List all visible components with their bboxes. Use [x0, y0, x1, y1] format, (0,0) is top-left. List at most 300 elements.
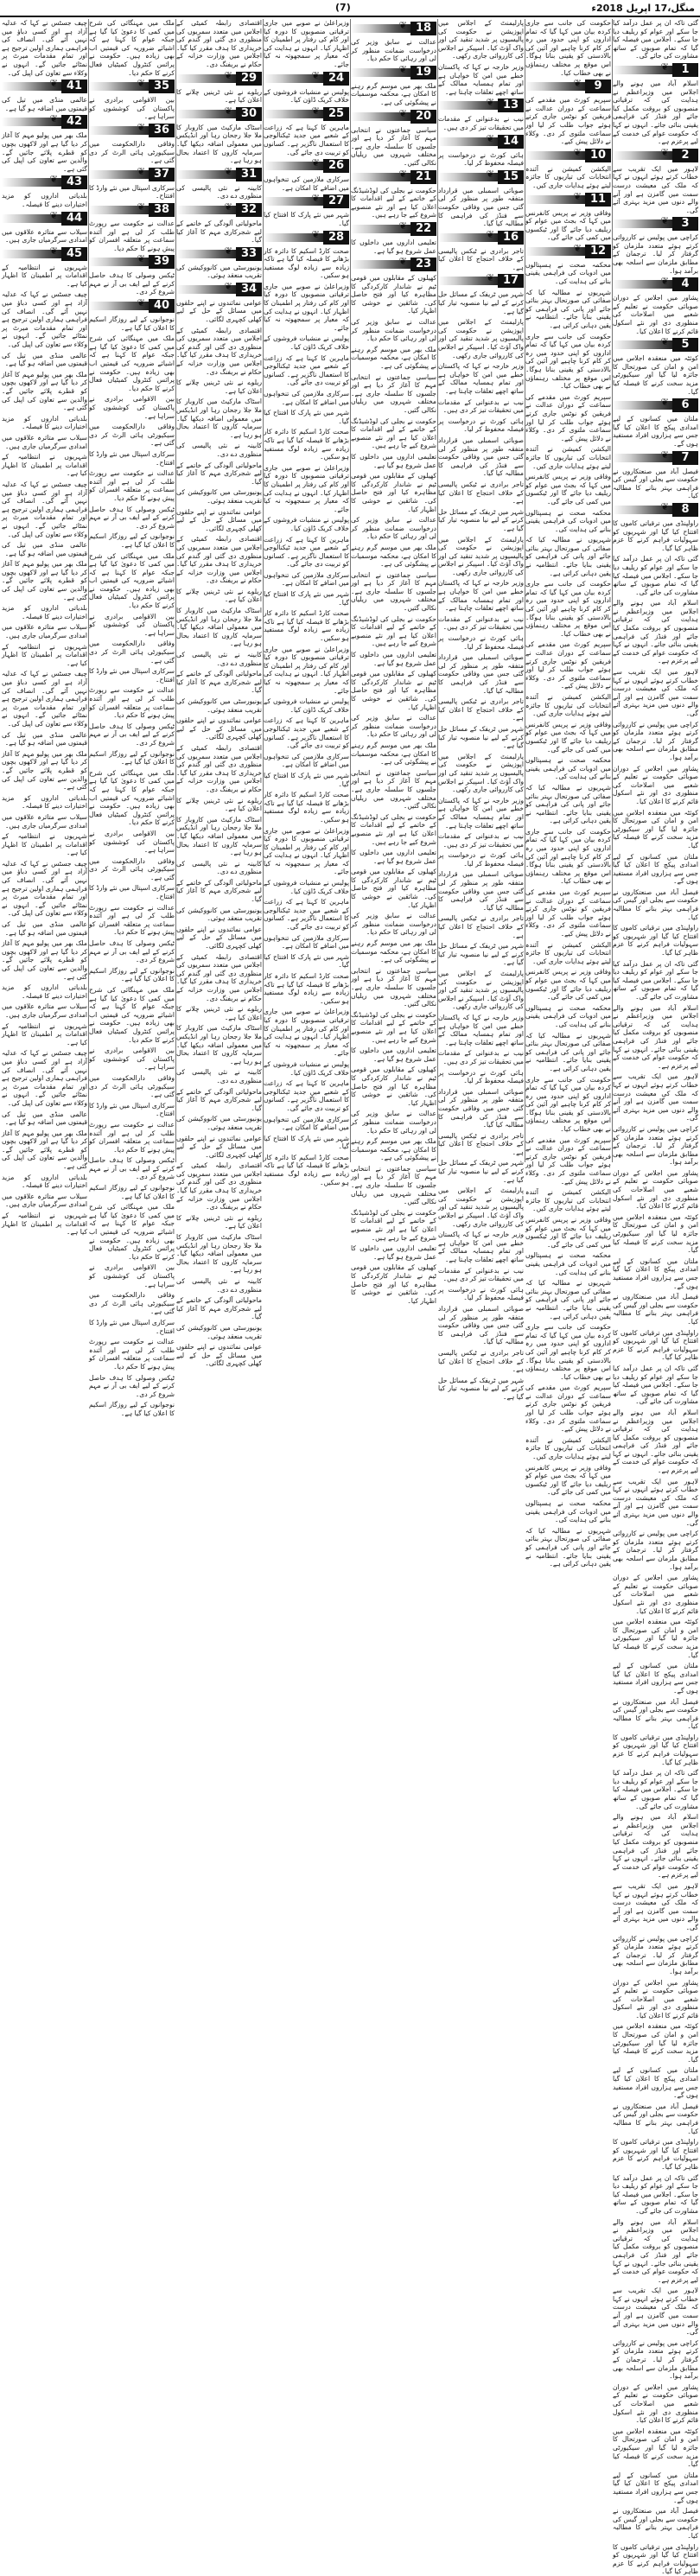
item-number: 19	[410, 66, 436, 80]
article-paragraph: صوبائی اسمبلی میں قرارداد متفقہ طور پر منظور کر لی گئی جس میں وفاقی حکومت سے فنڈز کی فراہمی کا مطالبہ کیا گیا۔	[438, 870, 524, 912]
news-column	[2, 19, 87, 1237]
article-paragraph: کراچی میں پولیس نے کارروائی کرتے ہوئے متعدد ملزمان کو گرفتار کر لیا۔ ترجمان کے مطابق ملزمان سے اسلحہ بھی برآمد ہوا۔	[613, 2338, 698, 2381]
article-paragraph: شہر میں ٹریفک کے مسائل حل کرنے کے لیے نیا منصوبہ تیار کیا گیا ہے۔	[438, 724, 524, 750]
article-paragraph: کابینہ نے نئی پالیسی کی منظوری دے دی۔	[176, 859, 262, 876]
article-paragraph: فیصل آباد میں صنعتکاروں نے حکومت سے بجلی اور گیس کی فراہمی بہتر بنانے کا مطالبہ کیا۔	[613, 2102, 698, 2135]
item-number: 42	[61, 115, 87, 129]
article-paragraph: لاہور میں ایک تقریب سے خطاب کرتے ہوئے انہوں نے کہا کہ ملک کی معیشت درست سمت میں گامزن ہے اور آنے والے دنوں میں مزید بہتری آئے گی۔	[613, 2287, 698, 2337]
article-paragraph: عدالت نے سابق وزیر کی درخواست ضمانت منظور کر لی اور رہائی کا حکم دیا۔	[351, 714, 436, 739]
item-number: 27	[323, 194, 349, 208]
article-paragraph: چیف جسٹس نے کہا کہ عدلیہ آزاد ہے اور کسی دباؤ میں نہیں آئے گی۔ انصاف کی فراہمی ہماری اولین ترجیح ہے اور تمام مقدمات میرٹ پر نمٹائے جائیں گے۔ انہوں نے وکلاء سے تعاون کی اپیل کی۔	[2, 1049, 87, 1107]
item-number: 3	[672, 217, 698, 231]
article-paragraph: اسلام آباد میں ہونے والے اجلاس میں وزیراعظم نے ہدایت کی کہ ترقیاتی منصوبوں کو بروقت مکمل کیا جائے اور فنڈز کی فراہمی یقینی بنائی جائے۔ انہوں نے کہا کہ حکومت عوام کی خدمت کے لیے پرعزم ہے۔	[613, 1408, 698, 1475]
article-paragraph: ملک بھر میں پولیو مہم کا آغاز کر دیا گیا ہے اور لاکھوں بچوں کو قطرے پلائے جائیں گے۔ والدین سے تعاون کی اپیل کی گئی ہے۔	[2, 560, 87, 601]
article-paragraph: ماحولیاتی آلودگی کے خاتمے کے لیے شجرکاری مہم کا آغاز کیا گیا۔	[176, 1296, 262, 1321]
article-paragraph: شہریوں نے انتظامیہ کے اقدامات پر اطمینان کا اظہار کیا ہے۔	[2, 453, 87, 478]
article-paragraph: اسلام آباد میں ہونے والے اجلاس میں وزیراعظم نے ہدایت کی کہ ترقیاتی منصوبوں کو بروقت مکمل کیا جائے اور فنڈز کی فراہمی یقینی بنائی جائے۔ انہوں نے کہا کہ حکومت عوام کی خدمت کے لیے پرعزم ہے۔	[613, 79, 698, 146]
leaf-icon: ❦	[660, 397, 669, 409]
item-number: 12	[585, 245, 611, 258]
article-paragraph: لاہور میں ایک تقریب سے خطاب کرتے ہوئے انہوں نے کہا کہ ملک کی معیشت درست سمت میں گامزن ہے اور آنے والے دنوں میں مزید بہتری آئے گی۔	[613, 668, 698, 717]
leaf-icon: ❦	[49, 245, 58, 257]
item-number: 8	[672, 503, 698, 517]
article-paragraph: بلدیاتی اداروں کو مزید اختیارات دینے کا فیصلہ۔	[2, 192, 87, 208]
article-paragraph: ملک میں مہنگائی کی شرح میں کمی کا دعویٰ کیا گیا ہے جبکہ عوام کا کہنا ہے کہ اشیائے ضروریہ کی قیمتیں اب بھی زیادہ ہیں۔ حکومت نے پرائس کنٹرول کمیٹیاں فعال کرنے کا حکم دیا۔	[89, 986, 175, 1044]
article-paragraph: ملک بھر میں پولیو مہم کا آغاز کر دیا گیا ہے اور لاکھوں بچوں کو قطرے پلائے جائیں گے۔ والدین سے تعاون کی اپیل کی گئی ہے۔	[2, 939, 87, 981]
article-paragraph: ماہرین کا کہنا ہے کہ زراعت کے شعبے میں جدید ٹیکنالوجی کا استعمال ناگزیر ہے۔ کسانوں کو تربیت دی جائے گی۔	[264, 716, 349, 750]
article-paragraph: اقتصادی رابطہ کمیٹی کے اجلاس میں متعدد سمریوں کی منظوری دی گئی اور گندم کی خریداری کا ہدف مقرر کیا گیا۔ اجلاس میں وزارت خزانہ کے حکام نے بریفنگ دی۔	[176, 1161, 262, 1212]
item-number-heading	[525, 146, 611, 162]
article-paragraph: سیاسی جماعتوں نے انتخابی مہم کا آغاز کر دیا ہے اور جلسوں کا سلسلہ جاری ہے۔ مختلف شہروں میں ریلیاں نکالی گئیں۔	[351, 125, 436, 167]
article-paragraph: اقتصادی رابطہ کمیٹی کے اجلاس میں متعدد سمریوں کی منظوری دی گئی اور گندم کی خریداری کا ہدف مقرر کیا گیا۔ اجلاس میں وزارت خزانہ کے حکام نے بریفنگ دی۔	[176, 952, 262, 1002]
article-paragraph: ماہرین کا کہنا ہے کہ زراعت کے شعبے میں جدید ٹیکنالوجی کا استعمال ناگزیر ہے۔ کسانوں کو تربیت دی جائے گی۔	[264, 123, 349, 156]
article-paragraph: عدالت نے حکومت سے رپورٹ طلب کر لی ہے اور آئندہ سماعت پر متعلقہ افسران کو پیش ہونے کا حکم دیا۔	[89, 469, 175, 502]
article-paragraph: راولپنڈی میں ترقیاتی کاموں کا افتتاح کیا گیا اور شہریوں کو سہولیات فراہم کرنے کا عزم ظاہر کیا گیا۔	[613, 1328, 698, 1362]
item-number-heading	[351, 219, 436, 236]
article-paragraph: گئی تاکہ ان پر عمل درآمد کیا جا سکے اور عوام کو ریلیف دیا جا سکے۔ اجلاس میں فیصلہ کیا گیا کہ تمام صوبوں کے ساتھ مشاورت کی جائے گی۔	[613, 19, 698, 60]
item-number: 1	[672, 63, 698, 77]
article-paragraph: شہر میں نئے پارک کا افتتاح کیا گیا۔	[264, 771, 349, 788]
article-paragraph: سپریم کورٹ میں مقدمے کی سماعت کے دوران عدالت نے فریقین کو نوٹس جاری کرتے ہوئے جواب طلب کر لیا اور سماعت ملتوی کر دی۔ وکلاء نے دلائل پیش کیے۔	[525, 888, 611, 938]
item-number: 29	[236, 72, 262, 86]
article-paragraph: صحت کارڈ اسکیم کا دائرہ کار بڑھانے کا فیصلہ کیا گیا ہے تاکہ زیادہ سے زیادہ لوگ مستفید ہو سکیں۔	[264, 791, 349, 824]
article-paragraph: وفاقی دارالحکومت میں سیکیورٹی ہائی الرٹ کر دی گئی ہے۔	[89, 423, 175, 448]
article-paragraph: پشاور میں اجلاس کے دوران صوبائی حکومت نے تعلیم کے شعبے میں اصلاحات کی منظوری دی اور نئے اسکول قائم کرنے کا اعلان کیا۔	[613, 1574, 698, 1615]
article-paragraph: صوبائی اسمبلی میں قرارداد متفقہ طور پر منظور کر لی گئی جس میں وفاقی حکومت سے فنڈز کی فراہمی کا مطالبہ کیا گیا۔	[438, 1304, 524, 1346]
article-paragraph: عوامی نمائندوں نے اپنے حلقوں میں مسائل کے حل کے لیے کھلی کچہری لگائی۔	[176, 1134, 262, 1159]
article-paragraph: کھیلوں کے مقابلوں میں قومی ٹیم نے شاندار کارکردگی کا مظاہرہ کیا اور فتح حاصل کی۔ شائقین نے خوشی کا اظہار کیا۔	[351, 472, 436, 513]
article-paragraph: ہائی کورٹ نے درخواست پر فیصلہ محفوظ کر لیا۔	[438, 1068, 524, 1085]
article-paragraph: سرکاری اسپتال میں نئے وارڈ کا افتتاح۔	[89, 449, 175, 467]
article-paragraph: شہریوں نے انتظامیہ کے اقدامات پر اطمینان کا اظہار کیا ہے۔	[2, 642, 87, 667]
leaf-icon: ❦	[137, 200, 145, 213]
article-paragraph: بین الاقوامی برادری نے پاکستان کی کوششوں کو سراہا ہے۔	[89, 1046, 175, 1072]
article-paragraph: بلدیاتی اداروں کو مزید اختیارات دینے کا فیصلہ۔	[2, 793, 87, 811]
item-number: 15	[498, 170, 524, 184]
item-number-heading	[613, 146, 698, 162]
article-paragraph: تعلیمی اداروں میں داخلوں کا عمل شروع ہو گیا ہے۔	[351, 452, 436, 469]
article-paragraph: شہریوں نے انتظامیہ کے اقدامات پر اطمینان کا اظہار کیا ہے۔	[2, 263, 87, 288]
news-column	[264, 19, 349, 1186]
article-paragraph: ملک میں مہنگائی کی شرح میں کمی کا دعویٰ کیا گیا ہے جبکہ عوام کا کہنا ہے کہ اشیائے ضروریہ کی قیمتیں اب بھی زیادہ ہیں۔ حکومت نے پرائس کنٹرول کمیٹیاں فعال کرنے کا حکم دیا۔	[89, 1203, 175, 1261]
article-paragraph: وزیراعلیٰ نے صوبے میں جاری ترقیاتی منصوبوں کا دورہ کیا اور کام کی رفتار پر اطمینان کا اظہار کیا۔ انہوں نے ہدایت کی کہ معیار پر سمجھوتہ نہ کیا جائے۔	[264, 19, 349, 68]
item-number-heading	[264, 228, 349, 245]
article-paragraph: شہر میں ٹریفک کے مسائل حل کرنے کے لیے نیا منصوبہ تیار کیا گیا ہے۔	[438, 507, 524, 532]
item-number: 16	[498, 231, 524, 245]
article-paragraph: اقتصادی رابطہ کمیٹی کے اجلاس میں متعدد سمریوں کی منظوری دی گئی اور گندم کی خریداری کا ہدف مقرر کیا گیا۔ اجلاس میں وزارت خزانہ کے حکام نے بریفنگ دی۔	[176, 743, 262, 793]
leaf-icon: ❦	[224, 105, 232, 117]
article-paragraph: صحت کارڈ اسکیم کا دائرہ کار بڑھانے کا فیصلہ کیا گیا ہے تاکہ زیادہ سے زیادہ لوگ مستفید ہو سکیں۔	[264, 609, 349, 643]
article-paragraph: وزیر خارجہ نے کہا کہ پاکستان خطے میں امن کا خواہاں ہے اور تمام ہمسایہ ممالک کے ساتھ اچھے تعلقات چاہتا ہے۔	[438, 579, 524, 613]
article-paragraph: لاہور میں ایک تقریب سے خطاب کرتے ہوئے انہوں نے کہا کہ ملک کی معیشت درست سمت میں گامزن ہے اور آنے والے دنوں میں مزید بہتری آئے گی۔	[613, 1881, 698, 1931]
article-paragraph: بین الاقوامی برادری نے پاکستان کی کوششوں کو سراہا ہے۔	[89, 96, 175, 121]
item-number: 41	[61, 80, 87, 93]
article-paragraph: سیلاب سے متاثرہ علاقوں میں امدادی سرگرمیاں جاری ہیں۔	[2, 812, 87, 830]
item-number: 24	[323, 72, 349, 86]
article-paragraph: فیصل آباد میں صنعتکاروں نے حکومت سے بجلی اور گیس کی فراہمی بہتر بنانے کا مطالبہ کیا۔	[613, 1293, 698, 1326]
item-number-heading	[264, 194, 349, 208]
article-paragraph: کوئٹہ میں منعقدہ اجلاس میں امن و امان کی صورتحال کا جائزہ لیا گیا اور سیکیورٹی مزید سخت کرنے کا فیصلہ کیا گیا۔	[613, 808, 698, 849]
leaf-icon: ❦	[573, 242, 582, 254]
article-paragraph: وفاقی وزیر نے پریس کانفرنس میں کہا کہ بجٹ میں عوام کو ریلیف دیا جائے گا اور ٹیکسوں میں کمی کی جائے گی۔	[525, 968, 611, 1002]
article-paragraph: تاجر برادری نے ٹیکس پالیسی کے خلاف احتجاج کا اعلان کیا ہے۔	[438, 480, 524, 506]
article-paragraph: کھیلوں کے مقابلوں میں قومی ٹیم نے شاندار کارکردگی کا مظاہرہ کیا اور فتح حاصل کی۔ شائقین نے خوشی کا اظہار کیا۔	[351, 1263, 436, 1305]
article-paragraph: پشاور میں اجلاس کے دوران صوبائی حکومت نے تعلیم کے شعبے میں اصلاحات کی منظوری دی اور نئے اسکول قائم کرنے کا اعلان کیا۔	[613, 1978, 698, 2019]
leaf-icon: ❦	[660, 336, 669, 348]
article-paragraph: وزیراعلیٰ نے صوبے میں جاری ترقیاتی منصوبوں کا دورہ کیا اور کام کی رفتار پر اطمینان کا اظہار کیا۔ انہوں نے ہدایت کی کہ معیار پر سمجھوتہ نہ کیا جائے۔	[264, 826, 349, 876]
article-paragraph: بین الاقوامی برادری نے پاکستان کی کوششوں کو سراہا ہے۔	[89, 612, 175, 637]
article-paragraph: بلدیاتی اداروں کو مزید اختیارات دینے کا فیصلہ۔	[2, 604, 87, 620]
article-paragraph: بین الاقوامی برادری نے پاکستان کی کوششوں کو سراہا ہے۔	[89, 1263, 175, 1288]
article-paragraph: پولیس نے منشیات فروشوں کے خلاف کریک ڈاؤن کیا۔	[264, 87, 349, 105]
article-paragraph: وفاقی وزیر نے پریس کانفرنس میں کہا کہ بجٹ میں عوام کو ریلیف دیا جائے گا اور ٹیکسوں میں کمی کی جائے گی۔	[525, 720, 611, 754]
article-paragraph: صوبائی اسمبلی میں قرارداد متفقہ طور پر منظور کر لی گئی جس میں وفاقی حکومت سے فنڈز کی فراہمی کا مطالبہ کیا گیا۔	[438, 653, 524, 695]
item-number-heading	[2, 209, 87, 226]
article-paragraph: عدالت نے سابق وزیر کی درخواست ضمانت منظور کر لی اور رہائی کا حکم دیا۔	[351, 912, 436, 937]
article-paragraph: عدالت نے سابق وزیر کی درخواست ضمانت منظور کر لی اور رہائی کا حکم دیا۔	[351, 516, 436, 541]
leaf-icon: ❦	[311, 193, 320, 205]
article-paragraph: وزیراعلیٰ نے صوبے میں جاری ترقیاتی منصوبوں کا دورہ کیا اور کام کی رفتار پر اطمینان کا اظہار کیا۔ انہوں نے ہدایت کی کہ معیار پر سمجھوتہ نہ کیا جائے۔	[264, 1008, 349, 1058]
article-paragraph: تاجر برادری نے ٹیکس پالیسی کے خلاف احتجاج کا اعلان کیا ہے۔	[438, 1131, 524, 1156]
item-number: 6	[672, 398, 698, 412]
article-paragraph: گئی تاکہ ان پر عمل درآمد کیا جا سکے اور عوام کو ریلیف دیا جا سکے۔ اجلاس میں فیصلہ کیا گیا کہ تمام صوبوں کے ساتھ مشاورت کی جائے گی۔	[613, 2173, 698, 2215]
leaf-icon: ❦	[398, 168, 407, 180]
article-paragraph: فیصل آباد میں صنعتکاروں نے حکومت سے بجلی اور گیس کی فراہمی بہتر بنانے کا مطالبہ کیا۔	[613, 2507, 698, 2540]
article-paragraph: راولپنڈی میں ترقیاتی کاموں کا افتتاح کیا گیا اور شہریوں کو سہولیات فراہم کرنے کا عزم ظاہر کیا گیا۔	[613, 518, 698, 552]
article-paragraph: پارلیمنٹ کے اجلاس میں اپوزیشن نے حکومت کی پالیسیوں پر شدید تنقید کی اور واک آؤٹ کیا۔ اسپیکر نے اجلاس کی کارروائی جاری رکھی۔	[438, 19, 524, 60]
article-paragraph: ملک بھر میں موسم گرم رہنے کا امکان ہے، محکمہ موسمیات نے پیشگوئی کی ہے۔	[351, 345, 436, 371]
article-paragraph: الیکشن کمیشن نے آئندہ انتخابات کی تیاریوں کا جائزہ لیتے ہوئے ہدایات جاری کیں۔	[525, 1188, 611, 1213]
leaf-icon: ❦	[224, 69, 232, 81]
article-paragraph: اقتصادی رابطہ کمیٹی کے اجلاس میں متعدد سمریوں کی منظوری دی گئی اور گندم کی خریداری کا ہدف مقرر کیا گیا۔ اجلاس میں وزارت خزانہ کے حکام نے بریفنگ دی۔	[176, 19, 262, 68]
leaf-icon: ❦	[398, 219, 407, 232]
article-paragraph: تعلیمی اداروں میں داخلوں کا عمل شروع ہو گیا ہے۔	[351, 1046, 436, 1063]
item-number-heading	[264, 69, 349, 86]
article-paragraph: صوبائی اسمبلی میں قرارداد متفقہ طور پر منظور کر لی گئی جس میں وفاقی حکومت سے فنڈز کی فراہمی کا مطالبہ کیا گیا۔	[438, 1087, 524, 1129]
article-paragraph: سیلاب سے متاثرہ علاقوں میں امدادی سرگرمیاں جاری ہیں۔	[2, 1002, 87, 1019]
article-paragraph: نوجوانوں کے لیے روزگار اسکیم کا اعلان کیا گیا ہے۔	[89, 315, 175, 332]
article-paragraph: نیب نے بدعنوانی کے مقدمات میں تحقیقات تیز کر دی ہیں۔	[438, 1266, 524, 1283]
item-number-heading	[613, 217, 698, 231]
article-paragraph: الیکشن کمیشن نے آئندہ انتخابات کی تیاریوں کا جائزہ لیتے ہوئے ہدایات جاری کیں۔	[525, 164, 611, 189]
item-number-heading	[351, 63, 436, 80]
article-paragraph: نیب نے بدعنوانی کے مقدمات میں تحقیقات تیز کر دی ہیں۔	[438, 398, 524, 415]
item-number: 18	[410, 22, 436, 35]
item-number-heading	[351, 170, 436, 184]
item-number-heading	[264, 159, 349, 173]
article-paragraph: ملک بھر میں موسم گرم رہنے کا امکان ہے، محکمہ موسمیات نے پیشگوئی کی ہے۔	[351, 741, 436, 766]
item-number-heading	[176, 200, 262, 217]
article-paragraph: اسٹاک مارکیٹ میں کاروبار کا ملا جلا رجحان رہا اور انڈیکس میں معمولی اضافہ دیکھا گیا۔ سرمایہ کاروں کا اعتماد بحال ہو رہا ہے۔	[176, 1233, 262, 1275]
article-paragraph: یونیورسٹی میں کانووکیشن کی تقریب منعقد ہوئی۔	[176, 263, 262, 280]
article-paragraph: حکومت کی جانب سے جاری کردہ بیان میں کہا گیا کہ تمام اداروں کو اپنی حدود میں رہ کر کام کرنا چاہیے اور آئین کی بالادستی کو یقینی بنانا ہوگا۔ اس موقع پر مختلف رہنماؤں نے بھی خطاب کیا۔	[525, 1075, 611, 1134]
article-paragraph: تاجر برادری نے ٹیکس پالیسی کے خلاف احتجاج کا اعلان کیا ہے۔	[438, 914, 524, 939]
article-paragraph: سرکاری ملازمین کی تنخواہوں میں اضافے کا امکان ہے۔	[264, 570, 349, 588]
news-column	[613, 19, 698, 2576]
article-paragraph: تعلیمی اداروں میں داخلوں کا عمل شروع ہو گیا ہے۔	[351, 1244, 436, 1261]
article-paragraph: گئی تاکہ ان پر عمل درآمد کیا جا سکے اور عوام کو ریلیف دیا جا سکے۔ اجلاس میں فیصلہ کیا گیا کہ تمام صوبوں کے ساتھ مشاورت کی جائے گی۔	[613, 959, 698, 1001]
article-paragraph: سیلاب سے متاثرہ علاقوں میں امدادی سرگرمیاں جاری ہیں۔	[2, 227, 87, 245]
article-paragraph: وزیر خارجہ نے کہا کہ پاکستان خطے میں امن کا خواہاں ہے اور تمام ہمسایہ ممالک کے ساتھ اچھے تعلقات چاہتا ہے۔	[438, 1231, 524, 1263]
article-paragraph: لاہور میں ایک تقریب سے خطاب کرتے ہوئے انہوں نے کہا کہ ملک کی معیشت درست سمت میں گامزن ہے اور آنے والے دنوں میں مزید بہتری آئے گی۔	[613, 164, 698, 214]
article-paragraph: وزیر خارجہ نے کہا کہ پاکستان خطے میں امن کا خواہاں ہے اور تمام ہمسایہ ممالک کے ساتھ اچھے تعلقات چاہتا ہے۔	[438, 796, 524, 830]
article-paragraph: سرکاری ملازمین کی تنخواہوں میں اضافے کا امکان ہے۔	[264, 752, 349, 769]
item-number-heading	[176, 280, 262, 296]
article-paragraph: پشاور میں اجلاس کے دوران صوبائی حکومت نے تعلیم کے شعبے میں اصلاحات کی منظوری دی اور نئے اسکول قائم کرنے کا اعلان کیا۔	[613, 1168, 698, 1211]
item-number-heading	[438, 170, 524, 184]
item-number-heading	[89, 165, 175, 181]
article-paragraph: شہریوں نے انتظامیہ کے اقدامات پر اطمینان کا اظہار کیا ہے۔	[2, 1212, 87, 1237]
article-paragraph: کھیلوں کے مقابلوں میں قومی ٹیم نے شاندار کارکردگی کا مظاہرہ کیا اور فتح حاصل کی۔ شائقین نے خوشی کا اظہار کیا۔	[351, 274, 436, 315]
leaf-icon: ❦	[137, 165, 145, 177]
article-paragraph: سپریم کورٹ میں مقدمے کی سماعت کے دوران عدالت نے فریقین کو نوٹس جاری کرتے ہوئے جواب طلب کر لیا اور سماعت ملتوی کر دی۔ وکلاء نے دلائل پیش کیے۔	[525, 1135, 611, 1186]
article-paragraph: تاجر برادری نے ٹیکس پالیسی کے خلاف احتجاج کا اعلان کیا ہے۔	[438, 246, 524, 271]
article-paragraph: گئی تاکہ ان پر عمل درآمد کیا جا سکے اور عوام کو ریلیف دیا جا سکے۔ اجلاس میں فیصلہ کیا گیا کہ تمام صوبوں کے ساتھ مشاورت کی جائے گی۔	[613, 1769, 698, 1810]
article-paragraph: کابینہ نے نئی پالیسی کی منظوری دے دی۔	[176, 183, 262, 200]
leaf-icon: ❦	[137, 253, 145, 265]
article-paragraph: کراچی میں پولیس نے کارروائی کرتے ہوئے متعدد ملزمان کو گرفتار کر لیا۔ ترجمان کے مطابق ملزمان سے اسلحہ بھی برآمد ہوا۔	[613, 720, 698, 761]
leaf-icon: ❦	[486, 97, 494, 109]
article-paragraph: وفاقی وزیر نے پریس کانفرنس میں کہا کہ بجٹ میں عوام کو ریلیف دیا جائے گا اور ٹیکسوں میں کمی کی جائے گی۔	[525, 473, 611, 506]
item-number: 28	[323, 231, 349, 245]
article-paragraph: اسٹاک مارکیٹ میں کاروبار کا ملا جلا رجحان رہا اور انڈیکس میں معمولی اضافہ دیکھا گیا۔ سرمایہ کاروں کا اعتماد بحال ہو رہا ہے۔	[176, 123, 262, 165]
article-paragraph: محکمہ صحت نے ہسپتالوں میں ادویات کی فراہمی یقینی بنانے کی ہدایت کی۔	[525, 1499, 611, 1524]
news-column	[351, 19, 436, 1305]
article-paragraph: پشاور میں اجلاس کے دوران صوبائی حکومت نے تعلیم کے شعبے میں اصلاحات کی منظوری دی اور نئے اسکول قائم کرنے کا اعلان کیا۔	[613, 2382, 698, 2425]
article-paragraph: شہریوں نے مطالبہ کیا کہ صفائی کی صورتحال بہتر بنائی جائے اور پانی کی فراہمی کو یقینی بنایا جائے۔ انتظامیہ نے یقین دہانی کرائی ہے۔	[525, 1279, 611, 1320]
article-paragraph: حکومت کی جانب سے جاری کردہ بیان میں کہا گیا کہ تمام اداروں کو اپنی حدود میں رہ کر کام کرنا چاہیے اور آئین کی بالادستی کو یقینی بنانا ہوگا۔ اس موقع پر مختلف رہنماؤں نے بھی خطاب کیا۔	[525, 827, 611, 886]
article-paragraph: اسٹاک مارکیٹ میں کاروبار کا ملا جلا رجحان رہا اور انڈیکس میں معمولی اضافہ دیکھا گیا۔ سرمایہ کاروں کا اعتماد بحال ہو رہا ہے۔	[176, 607, 262, 648]
article-paragraph: ماحولیاتی آلودگی کے خاتمے کے لیے شجرکاری مہم کا آغاز کیا گیا۔	[176, 670, 262, 695]
leaf-icon: ❦	[224, 165, 232, 177]
article-paragraph: ملک میں مہنگائی کی شرح میں کمی کا دعویٰ کیا گیا ہے جبکہ عوام کا کہنا ہے کہ اشیائے ضروریہ کی قیمتیں اب بھی زیادہ ہیں۔ حکومت نے پرائس کنٹرول کمیٹیاں فعال کرنے کا حکم دیا۔	[89, 768, 175, 827]
article-paragraph: پارلیمنٹ کے اجلاس میں اپوزیشن نے حکومت کی پالیسیوں پر شدید تنقید کی اور واک آؤٹ کیا۔ اسپیکر نے اجلاس کی کارروائی جاری رکھی۔	[438, 1186, 524, 1228]
item-number-heading	[176, 165, 262, 181]
article-paragraph: سیاسی جماعتوں نے انتخابی مہم کا آغاز کر دیا ہے اور جلسوں کا سلسلہ جاری ہے۔ مختلف شہروں میں ریلیاں نکالی گئیں۔	[351, 1164, 436, 1206]
item-number-heading	[176, 247, 262, 261]
article-paragraph: ہائی کورٹ نے درخواست پر فیصلہ محفوظ کر لیا۔	[438, 1285, 524, 1302]
article-paragraph: عدالت نے سابق وزیر کی درخواست ضمانت منظور کر لی اور رہائی کا حکم دیا۔	[351, 318, 436, 343]
article-paragraph: حکومت کی جانب سے جاری کردہ بیان میں کہا گیا کہ تمام اداروں کو اپنی حدود میں رہ کر کام کرنا چاہیے اور آئین کی بالادستی کو یقینی بنانا ہوگا۔ اس موقع پر مختلف رہنماؤں نے بھی خطاب کیا۔	[525, 580, 611, 638]
article-paragraph: اسٹاک مارکیٹ میں کاروبار کا ملا جلا رجحان رہا اور انڈیکس میں معمولی اضافہ دیکھا گیا۔ سرمایہ کاروں کا اعتماد بحال ہو رہا ہے۔	[176, 815, 262, 857]
article-paragraph: راولپنڈی میں ترقیاتی کاموں کا افتتاح کیا گیا اور شہریوں کو سہولیات فراہم کرنے کا عزم ظاہر کیا گیا۔	[613, 2138, 698, 2171]
item-number: 11	[585, 193, 611, 207]
article-paragraph: ماہرین کا کہنا ہے کہ زراعت کے شعبے میں جدید ٹیکنالوجی کا استعمال ناگزیر ہے۔ کسانوں کو تربیت دی جائے گی۔	[264, 1079, 349, 1112]
article-paragraph: اقتصادی رابطہ کمیٹی کے اجلاس میں متعدد سمریوں کی منظوری دی گئی اور گندم کی خریداری کا ہدف مقرر کیا گیا۔ اجلاس میں وزارت خزانہ کے حکام نے بریفنگ دی۔	[176, 535, 262, 585]
item-number: 23	[410, 258, 436, 271]
article-paragraph: صحت کارڈ اسکیم کا دائرہ کار بڑھانے کا فیصلہ کیا گیا ہے تاکہ زیادہ سے زیادہ لوگ مستفید ہو سکیں۔	[264, 428, 349, 461]
item-number: 45	[61, 247, 87, 261]
article-paragraph: ملتان میں کسانوں کے لیے امدادی پیکج کا اعلان کیا گیا جس سے ہزاروں افراد مستفید ہوں گے۔	[613, 1256, 698, 1290]
item-number-heading	[613, 500, 698, 517]
article-paragraph: بلدیاتی اداروں کو مزید اختیارات دینے کا فیصلہ۔	[2, 983, 87, 1000]
item-number: 14	[498, 135, 524, 149]
article-paragraph: عالمی منڈی میں تیل کی قیمتوں میں اضافہ ہو گیا ہے۔	[2, 730, 87, 747]
item-number: 21	[410, 170, 436, 184]
item-number: 9	[585, 80, 611, 93]
article-paragraph: صحت کارڈ اسکیم کا دائرہ کار بڑھانے کا فیصلہ کیا گیا ہے تاکہ زیادہ سے زیادہ لوگ مستفید ہو سکیں۔	[264, 972, 349, 1005]
article-paragraph: محکمہ صحت نے ہسپتالوں میں ادویات کی فراہمی یقینی بنانے کی ہدایت کی۔	[525, 1003, 611, 1028]
column-divider	[437, 19, 438, 1162]
article-paragraph: شہر میں نئے پارک کا افتتاح کیا گیا۔	[264, 211, 349, 227]
item-number-heading	[89, 80, 175, 93]
article-paragraph: عوامی نمائندوں نے اپنے حلقوں میں مسائل کے حل کے لیے کھلی کچہری لگائی۔	[176, 298, 262, 324]
article-paragraph: عالمی منڈی میں تیل کی قیمتوں میں اضافہ ہو گیا ہے۔	[2, 920, 87, 937]
article-paragraph: حکومت کی جانب سے جاری کردہ بیان میں کہا گیا کہ تمام اداروں کو اپنی حدود میں رہ کر کام کرنا چاہیے اور آئین کی بالادستی کو یقینی بنانا ہوگا۔ اس موقع پر مختلف رہنماؤں نے بھی خطاب کیا۔	[525, 332, 611, 391]
item-number: 30	[236, 107, 262, 121]
article-paragraph: نوجوانوں کے لیے روزگار اسکیم کا اعلان کیا گیا ہے۔	[89, 966, 175, 983]
article-paragraph: ملتان میں کسانوں کے لیے امدادی پیکج کا اعلان کیا گیا جس سے ہزاروں افراد مستفید ہوں گے۔	[613, 2471, 698, 2504]
article-paragraph: ملتان میں کسانوں کے لیے امدادی پیکج کا اعلان کیا گیا جس سے ہزاروں افراد مستفید ہوں گے۔	[613, 2066, 698, 2100]
item-number-heading	[438, 132, 524, 149]
article-paragraph: عالمی منڈی میں تیل کی قیمتوں میں اضافہ ہو گیا ہے۔	[2, 541, 87, 557]
article-paragraph: کراچی میں پولیس نے کارروائی کرتے ہوئے متعدد ملزمان کو گرفتار کر لیا۔ ترجمان کے مطابق ملزمان سے اسلحہ بھی برآمد ہوا۔	[613, 1934, 698, 1975]
item-number: 17	[498, 274, 524, 288]
column-divider	[350, 19, 351, 1162]
leaf-icon: ❦	[398, 256, 407, 268]
article-paragraph: اسٹاک مارکیٹ میں کاروبار کا ملا جلا رجحان رہا اور انڈیکس میں معمولی اضافہ دیکھا گیا۔ سرمایہ کاروں کا اعتماد بحال ہو رہا ہے۔	[176, 1024, 262, 1065]
article-paragraph: یونیورسٹی میں کانووکیشن کی تقریب منعقد ہوئی۔	[176, 1115, 262, 1131]
article-paragraph: شہر میں ٹریفک کے مسائل حل کرنے کے لیے نیا منصوبہ تیار کیا گیا ہے۔	[438, 1376, 524, 1401]
article-paragraph: کوئٹہ میں منعقدہ اجلاس میں امن و امان کی صورتحال کا جائزہ لیا گیا اور سیکیورٹی مزید سخت کرنے کا فیصلہ کیا گیا۔	[613, 354, 698, 396]
article-paragraph: حکومت نے بجلی کی لوڈشیڈنگ کے خاتمے کے لیے اقدامات کا اعلان کیا ہے اور نئے منصوبے شروع کیے جا رہے ہیں۔	[351, 1010, 436, 1044]
article-paragraph: نیب نے بدعنوانی کے مقدمات میں تحقیقات تیز کر دی ہیں۔	[438, 115, 524, 131]
article-paragraph: فیصل آباد میں صنعتکاروں نے حکومت سے بجلی اور گیس کی فراہمی بہتر بنانے کا مطالبہ کیا۔	[613, 887, 698, 921]
article-paragraph: اسلام آباد میں ہونے والے اجلاس میں وزیراعظم نے ہدایت کی کہ ترقیاتی منصوبوں کو بروقت مکمل کیا جائے اور فنڈز کی فراہمی یقینی بنائی جائے۔ انہوں نے کہا کہ حکومت عوام کی خدمت کے لیے پرعزم ہے۔	[613, 2217, 698, 2284]
article-paragraph: ماہرین کا کہنا ہے کہ زراعت کے شعبے میں جدید ٹیکنالوجی کا استعمال ناگزیر ہے۔ کسانوں کو تربیت دی جائے گی۔	[264, 353, 349, 387]
item-number: 34	[236, 283, 262, 296]
article-paragraph: صوبائی اسمبلی میں قرارداد متفقہ طور پر منظور کر لی گئی جس میں وفاقی حکومت سے فنڈز کی فراہمی کا مطالبہ کیا گیا۔	[438, 186, 524, 228]
item-number-heading	[2, 247, 87, 261]
leaf-icon: ❦	[660, 500, 669, 512]
article-paragraph: الیکشن کمیشن نے آئندہ انتخابات کی تیاریوں کا جائزہ لیتے ہوئے ہدایات جاری کیں۔	[525, 940, 611, 965]
article-paragraph: گئی تاکہ ان پر عمل درآمد کیا جا سکے اور عوام کو ریلیف دیا جا سکے۔ اجلاس میں فیصلہ کیا گیا کہ تمام صوبوں کے ساتھ مشاورت کی جائے گی۔	[613, 555, 698, 596]
article-paragraph: عالمی منڈی میں تیل کی قیمتوں میں اضافہ ہو گیا ہے۔	[2, 96, 87, 112]
article-paragraph: کوئٹہ میں منعقدہ اجلاس میں امن و امان کی صورتحال کا جائزہ لیا گیا اور سیکیورٹی مزید سخت کرنے کا فیصلہ کیا گیا۔	[613, 1212, 698, 1255]
article-paragraph: ماحولیاتی آلودگی کے خاتمے کے لیے شجرکاری مہم کا آغاز کیا گیا۔	[176, 219, 262, 245]
leaf-icon: ❦	[660, 448, 669, 461]
article-paragraph: نوجوانوں کے لیے روزگار اسکیم کا اعلان کیا گیا ہے۔	[89, 1184, 175, 1200]
item-number: 26	[323, 159, 349, 173]
article-paragraph: راولپنڈی میں ترقیاتی کاموں کا افتتاح کیا گیا اور شہریوں کو سہولیات فراہم کرنے کا عزم ظاہر کیا گیا۔	[613, 1733, 698, 1766]
article-paragraph: شہر میں ٹریفک کے مسائل حل کرنے کے لیے نیا منصوبہ تیار کیا گیا ہے۔	[438, 1159, 524, 1184]
item-number: 33	[236, 247, 262, 261]
item-number-heading	[525, 242, 611, 258]
article-paragraph: تاجر برادری نے ٹیکس پالیسی کے خلاف احتجاج کا اعلان کیا ہے۔	[438, 1348, 524, 1374]
article-paragraph: ماحولیاتی آلودگی کے خاتمے کے لیے شجرکاری مہم کا آغاز کیا گیا۔	[176, 461, 262, 486]
article-paragraph: وفاقی دارالحکومت میں سیکیورٹی ہائی الرٹ کر دی گئی ہے۔	[89, 1073, 175, 1099]
article-paragraph: ملک میں مہنگائی کی شرح میں کمی کا دعویٰ کیا گیا ہے جبکہ عوام کا کہنا ہے کہ اشیائے ضروریہ کی قیمتیں اب بھی زیادہ ہیں۔ حکومت نے پرائس کنٹرول کمیٹیاں فعال کرنے کا حکم دیا۔	[89, 334, 175, 392]
item-number-heading	[89, 299, 175, 313]
article-paragraph: نوجوانوں کے لیے روزگار اسکیم کا اعلان کیا گیا ہے۔	[89, 749, 175, 766]
article-paragraph: پولیس نے منشیات فروشوں کے خلاف کریک ڈاؤن کیا۔	[264, 697, 349, 714]
item-number-heading	[613, 338, 698, 352]
article-paragraph: سیاسی جماعتوں نے انتخابی مہم کا آغاز کر دیا ہے اور جلسوں کا سلسلہ جاری ہے۔ مختلف شہروں میں ریلیاں نکالی گئیں۔	[351, 570, 436, 613]
article-paragraph: کھیلوں کے مقابلوں میں قومی ٹیم نے شاندار کارکردگی کا مظاہرہ کیا اور فتح حاصل کی۔ شائقین نے خوشی کا اظہار کیا۔	[351, 670, 436, 711]
article-paragraph: پولیس نے منشیات فروشوں کے خلاف کریک ڈاؤن کیا۔	[264, 516, 349, 532]
article-paragraph: سرکاری ملازمین کی تنخواہوں میں اضافے کا امکان ہے۔	[264, 933, 349, 951]
article-paragraph: کابینہ نے نئی پالیسی کی منظوری دے دی۔	[176, 651, 262, 667]
leaf-icon: ❦	[486, 132, 494, 144]
article-paragraph: ریلوے نے نئی ٹرینیں چلانے کا اعلان کیا ہے۔	[176, 87, 262, 105]
item-number: 2	[672, 149, 698, 162]
article-paragraph: کراچی میں پولیس نے کارروائی کرتے ہوئے متعدد ملزمان کو گرفتار کر لیا۔ ترجمان کے مطابق ملزمان سے اسلحہ بھی برآمد ہوا۔	[613, 1530, 698, 1571]
article-paragraph: یونیورسٹی میں کانووکیشن کی تقریب منعقد ہوئی۔	[176, 1323, 262, 1340]
article-paragraph: اسلام آباد میں ہونے والے اجلاس میں وزیراعظم نے ہدایت کی کہ ترقیاتی منصوبوں کو بروقت مکمل کیا جائے اور فنڈز کی فراہمی یقینی بنائی جائے۔ انہوں نے کہا کہ حکومت عوام کی خدمت کے لیے پرعزم ہے۔	[613, 1003, 698, 1070]
news-column	[525, 19, 611, 1568]
item-number: 5	[672, 338, 698, 352]
article-paragraph: عدالت نے حکومت سے رپورٹ طلب کر لی ہے اور آئندہ سماعت پر متعلقہ افسران کو پیش ہونے کا حکم دیا۔	[89, 1338, 175, 1371]
article-paragraph: سرکاری اسپتال میں نئے وارڈ کا افتتاح۔	[89, 667, 175, 684]
column-divider	[263, 19, 264, 1162]
article-paragraph: راولپنڈی میں ترقیاتی کاموں کا افتتاح کیا گیا اور شہریوں کو سہولیات فراہم کرنے کا عزم ظاہر کیا گیا۔	[613, 2542, 698, 2576]
item-number: 44	[61, 212, 87, 226]
article-paragraph: ملک بھر میں پولیو مہم کا آغاز کر دیا گیا ہے اور لاکھوں بچوں کو قطرے پلائے جائیں گے۔ والدین سے تعاون کی اپیل کی گئی ہے۔	[2, 1129, 87, 1171]
article-paragraph: نوجوانوں کے لیے روزگار اسکیم کا اعلان کیا گیا ہے۔	[89, 532, 175, 549]
article-paragraph: چیف جسٹس نے کہا کہ عدلیہ آزاد ہے اور کسی دباؤ میں نہیں آئے گی۔ انصاف کی فراہمی ہماری اولین ترجیح ہے اور تمام مقدمات میرٹ پر نمٹائے جائیں گے۔ انہوں نے وکلاء سے تعاون کی اپیل کی۔	[2, 19, 87, 77]
leaf-icon: ❦	[49, 209, 58, 221]
leaf-icon: ❦	[311, 105, 320, 117]
article-paragraph: سپریم کورٹ میں مقدمے کی سماعت کے دوران عدالت نے فریقین کو نوٹس جاری کرتے ہوئے جواب طلب کر لیا اور سماعت ملتوی کر دی۔ وکلاء نے دلائل پیش کیے۔	[525, 392, 611, 442]
article-paragraph: ملک بھر میں موسم گرم رہنے کا امکان ہے، محکمہ موسمیات نے پیشگوئی کی ہے۔	[351, 1137, 436, 1162]
article-paragraph: سرکاری ملازمین کی تنخواہوں میں اضافے کا امکان ہے۔	[264, 390, 349, 406]
article-paragraph: سرکاری ملازمین کی تنخواہوں میں اضافے کا امکان ہے۔	[264, 1115, 349, 1132]
leaf-icon: ❦	[486, 272, 494, 284]
article-paragraph: عوامی نمائندوں نے اپنے حلقوں میں مسائل کے حل کے لیے کھلی کچہری لگائی۔	[176, 507, 262, 532]
article-paragraph: شہر میں نئے پارک کا افتتاح کیا گیا۔	[264, 952, 349, 970]
news-column	[89, 19, 175, 1417]
article-paragraph: سرکاری اسپتال میں نئے وارڈ کا افتتاح۔	[89, 183, 175, 200]
leaf-icon: ❦	[660, 276, 669, 288]
article-paragraph: سپریم کورٹ میں مقدمے کی سماعت کے دوران عدالت نے فریقین کو نوٹس جاری کرتے ہوئے جواب طلب کر لیا اور سماعت ملتوی کر دی۔ وکلاء نے دلائل پیش کیے۔	[525, 640, 611, 690]
article-paragraph: ماحولیاتی آلودگی کے خاتمے کے لیے شجرکاری مہم کا آغاز کیا گیا۔	[176, 878, 262, 904]
article-paragraph: سیلاب سے متاثرہ علاقوں میں امدادی سرگرمیاں جاری ہیں۔	[2, 433, 87, 450]
article-paragraph: سرکاری اسپتال میں نئے وارڈ کا افتتاح۔	[89, 884, 175, 901]
leaf-icon: ❦	[49, 78, 58, 90]
article-paragraph: شہریوں نے مطالبہ کیا کہ صفائی کی صورتحال بہتر بنائی جائے اور پانی کی فراہمی کو یقینی بنایا جائے۔ انتظامیہ نے یقین دہانی کرائی ہے۔	[525, 1031, 611, 1072]
article-paragraph: عوامی نمائندوں نے اپنے حلقوں میں مسائل کے حل کے لیے کھلی کچہری لگائی۔	[176, 716, 262, 741]
article-paragraph: ٹیکس وصولی کا ہدف حاصل کرنے کے لیے ایف بی آر نے مہم شروع کر دی۔	[89, 271, 175, 296]
article-paragraph: شہریوں نے انتظامیہ کے اقدامات پر اطمینان کا اظہار کیا ہے۔	[2, 1021, 87, 1046]
article-paragraph: لاہور میں ایک تقریب سے خطاب کرتے ہوئے انہوں نے کہا کہ ملک کی معیشت درست سمت میں گامزن ہے اور آنے والے دنوں میں مزید بہتری آئے گی۔	[613, 1072, 698, 1123]
article-paragraph: ملتان میں کسانوں کے لیے امدادی پیکج کا اعلان کیا گیا جس سے ہزاروں افراد مستفید ہوں گے۔	[613, 852, 698, 886]
page-number: (7)	[335, 2, 351, 13]
leaf-icon: ❦	[573, 78, 582, 90]
article-paragraph: وفاقی دارالحکومت میں سیکیورٹی ہائی الرٹ کر دی گئی ہے۔	[89, 139, 175, 165]
leaf-icon: ❦	[311, 69, 320, 81]
item-number-heading	[89, 200, 175, 217]
article-paragraph: عالمی منڈی میں تیل کی قیمتوں میں اضافہ ہو گیا ہے۔	[2, 351, 87, 368]
article-paragraph: حکومت کی جانب سے جاری کردہ بیان میں کہا گیا کہ تمام اداروں کو اپنی حدود میں رہ کر کام کرنا چاہیے اور آئین کی بالادستی کو یقینی بنانا ہوگا۔ اس موقع پر مختلف رہنماؤں نے بھی خطاب کیا۔	[525, 1323, 611, 1381]
article-paragraph: کراچی میں پولیس نے کارروائی کرتے ہوئے متعدد ملزمان کو گرفتار کر لیا۔ ترجمان کے مطابق ملزمان سے اسلحہ بھی برآمد ہوا۔	[613, 1124, 698, 1167]
article-paragraph: ملک بھر میں موسم گرم رہنے کا امکان ہے، محکمہ موسمیات نے پیشگوئی کی ہے۔	[351, 543, 436, 569]
item-number: 13	[498, 99, 524, 112]
article-paragraph: ملتان میں کسانوں کے لیے امدادی پیکج کا اعلان کیا گیا جس سے ہزاروں افراد مستفید ہوں گے۔	[613, 1662, 698, 1695]
article-paragraph: ریلوے نے نئی ٹرینیں چلانے کا اعلان کیا ہے۔	[176, 378, 262, 395]
article-paragraph: شہر میں نئے پارک کا افتتاح کیا گیا۔	[264, 1134, 349, 1151]
article-paragraph: تعلیمی اداروں میں داخلوں کا عمل شروع ہو گیا ہے۔	[351, 238, 436, 255]
leaf-icon: ❦	[311, 157, 320, 169]
leaf-icon: ❦	[137, 78, 145, 90]
article-paragraph: عدالت نے حکومت سے رپورٹ طلب کر لی ہے اور آئندہ سماعت پر متعلقہ افسران کو پیش ہونے کا حکم دیا۔	[89, 219, 175, 252]
article-paragraph: صحت کارڈ اسکیم کا دائرہ کار بڑھانے کا فیصلہ کیا گیا ہے تاکہ زیادہ سے زیادہ لوگ مستفید ہو سکیں۔	[264, 246, 349, 280]
article-paragraph: کوئٹہ میں منعقدہ اجلاس میں امن و امان کی صورتحال کا جائزہ لیا گیا اور سیکیورٹی مزید سخت کرنے کا فیصلہ کیا گیا۔	[613, 1618, 698, 1659]
article-paragraph: حکومت نے بجلی کی لوڈشیڈنگ کے خاتمے کے لیے اقدامات کا اعلان کیا ہے اور نئے منصوبے شروع کیے جا رہے ہیں۔	[351, 1208, 436, 1242]
article-paragraph: چیف جسٹس نے کہا کہ عدلیہ آزاد ہے اور کسی دباؤ میں نہیں آئے گی۔ انصاف کی فراہمی ہماری اولین ترجیح ہے اور تمام مقدمات میرٹ پر نمٹائے جائیں گے۔ انہوں نے وکلاء سے تعاون کی اپیل کی۔	[2, 859, 87, 918]
article-paragraph: حکومت نے بجلی کی لوڈشیڈنگ کے خاتمے کے لیے اقدامات کا اعلان کیا ہے اور نئے منصوبے شروع کیے جا رہے ہیں۔	[351, 417, 436, 450]
article-paragraph: نیب نے بدعنوانی کے مقدمات میں تحقیقات تیز کر دی ہیں۔	[438, 832, 524, 849]
item-number-heading	[89, 121, 175, 137]
article-paragraph: حکومت نے بجلی کی لوڈشیڈنگ کے خاتمے کے لیے اقدامات کا اعلان کیا ہے اور نئے منصوبے شروع کیے جا رہے ہیں۔	[351, 614, 436, 648]
